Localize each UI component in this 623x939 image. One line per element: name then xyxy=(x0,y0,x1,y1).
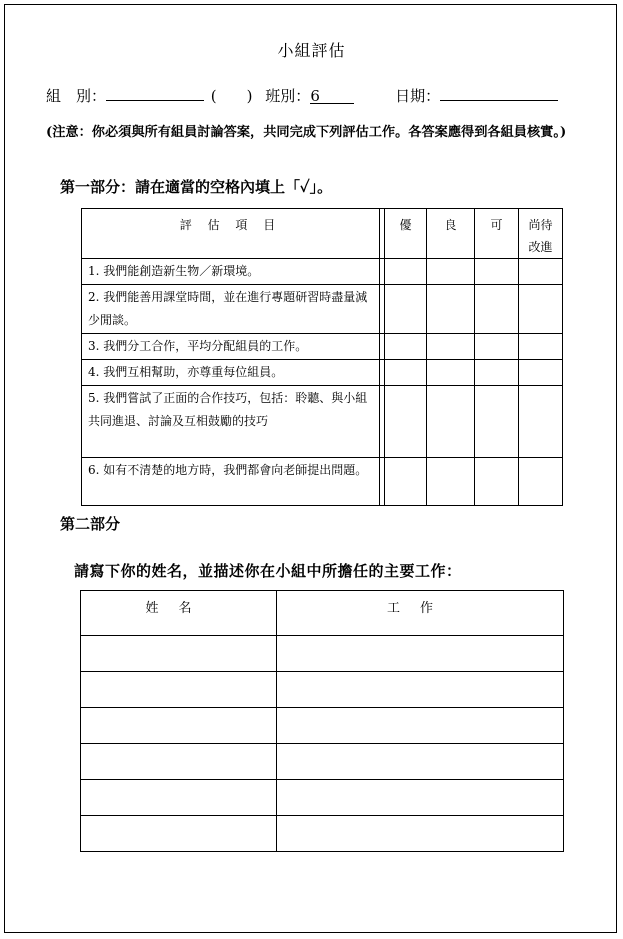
table-row xyxy=(81,816,564,852)
class-value: 6 xyxy=(310,87,320,105)
check-cell[interactable] xyxy=(519,360,563,386)
col-fair: 可 xyxy=(475,209,519,259)
item-6: 6. 如有不清楚的地方時，我們都會向老師提出問題。 xyxy=(82,458,380,506)
check-cell[interactable] xyxy=(385,360,427,386)
table-row xyxy=(82,259,563,285)
table-row xyxy=(82,360,563,386)
item-2: 2. 我們能善用課堂時間，並在進行專題研習時盡量減少閒談。 xyxy=(82,285,380,334)
check-cell[interactable] xyxy=(427,360,475,386)
table-row xyxy=(82,458,563,506)
check-cell[interactable] xyxy=(475,458,519,506)
names-table xyxy=(80,590,564,852)
note-text: (注意：你必須與所有組員討論答案，共同完成下列評估工作。各答案應得到各組員核實。) xyxy=(46,125,567,140)
check-cell[interactable] xyxy=(519,458,563,506)
name-cell[interactable] xyxy=(81,780,277,816)
part1-heading: 第一部分：請在適當的空格內填上「✓」。 xyxy=(60,178,333,196)
check-cell[interactable] xyxy=(475,334,519,360)
col-good: 良 xyxy=(427,209,475,259)
table-row xyxy=(81,672,564,708)
work-cell[interactable] xyxy=(277,636,564,672)
col-name: 姓名 xyxy=(81,591,277,636)
class-field[interactable] xyxy=(310,87,354,104)
table-row xyxy=(81,780,564,816)
group-label: 組 別： xyxy=(46,87,107,105)
work-cell[interactable] xyxy=(277,744,564,780)
date-label: 日期： xyxy=(395,87,441,105)
check-cell[interactable] xyxy=(385,259,427,285)
check-cell[interactable] xyxy=(427,386,475,458)
name-cell[interactable] xyxy=(81,672,277,708)
work-cell[interactable] xyxy=(277,708,564,744)
col-improve: 尚待改進 xyxy=(519,209,563,259)
check-cell[interactable] xyxy=(427,334,475,360)
check-cell[interactable] xyxy=(427,458,475,506)
header-row xyxy=(46,84,558,106)
date-field[interactable] xyxy=(440,84,558,101)
table-row xyxy=(82,334,563,360)
class-label: 班別： xyxy=(265,87,311,105)
check-cell[interactable] xyxy=(519,334,563,360)
evaluation-table xyxy=(81,208,563,506)
check-cell[interactable] xyxy=(475,259,519,285)
table-row xyxy=(81,636,564,672)
col-item: 評 估 項 目 xyxy=(82,209,380,259)
item-4: 4. 我們互相幫助，亦尊重每位組員。 xyxy=(82,360,380,386)
name-cell[interactable] xyxy=(81,636,277,672)
group-field[interactable] xyxy=(106,84,204,101)
col-excellent: 優 xyxy=(385,209,427,259)
check-cell[interactable] xyxy=(475,285,519,334)
page-title: 小組評估 xyxy=(277,41,346,60)
item-1: 1. 我們能創造新生物／新環境。 xyxy=(82,259,380,285)
name-cell[interactable] xyxy=(81,744,277,780)
part2-prompt: 請寫下你的姓名，並描述你在小組中所擔任的主要工作： xyxy=(74,562,462,580)
paren-open: ( xyxy=(210,87,217,105)
table-row xyxy=(82,386,563,458)
check-cell[interactable] xyxy=(519,285,563,334)
check-cell[interactable] xyxy=(385,386,427,458)
evaluation-header-row xyxy=(82,209,563,259)
name-cell[interactable] xyxy=(81,708,277,744)
item-3: 3. 我們分工合作，平均分配組員的工作。 xyxy=(82,334,380,360)
names-header-row xyxy=(81,591,564,636)
check-cell[interactable] xyxy=(519,259,563,285)
part2-heading: 第二部分 xyxy=(60,515,121,533)
table-row xyxy=(81,744,564,780)
work-cell[interactable] xyxy=(277,780,564,816)
check-cell[interactable] xyxy=(427,259,475,285)
col-work: 工作 xyxy=(277,591,564,636)
check-cell[interactable] xyxy=(385,458,427,506)
check-cell[interactable] xyxy=(475,360,519,386)
item-5: 5. 我們嘗試了正面的合作技巧，包括：聆聽、與小組共同進退、討論及互相鼓勵的技巧 xyxy=(82,386,380,458)
work-cell[interactable] xyxy=(277,672,564,708)
name-cell[interactable] xyxy=(81,816,277,852)
work-cell[interactable] xyxy=(277,816,564,852)
check-cell[interactable] xyxy=(385,334,427,360)
check-cell[interactable] xyxy=(427,285,475,334)
table-row xyxy=(81,708,564,744)
check-cell[interactable] xyxy=(475,386,519,458)
check-cell[interactable] xyxy=(385,285,427,334)
check-cell[interactable] xyxy=(519,386,563,458)
table-row xyxy=(82,285,563,334)
paren-close: ) xyxy=(246,87,253,105)
